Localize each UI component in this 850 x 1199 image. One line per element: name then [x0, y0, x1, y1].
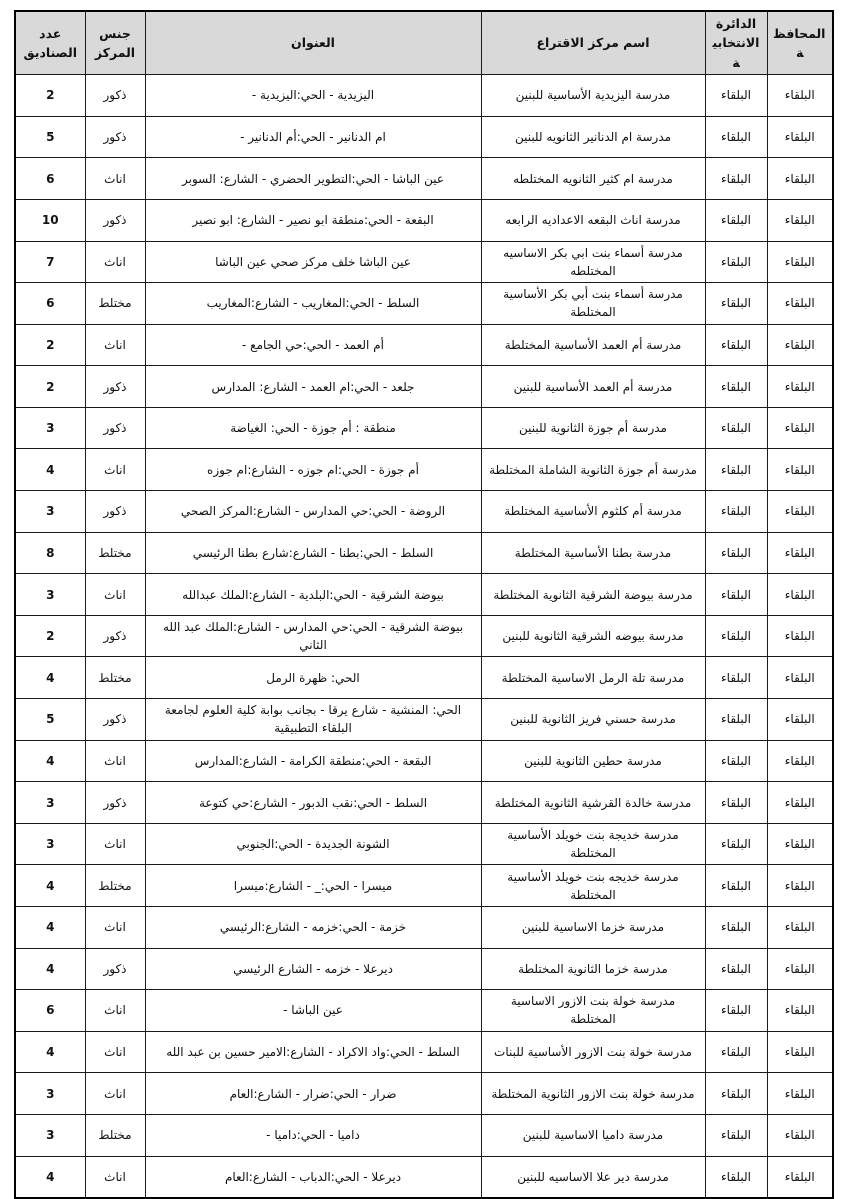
cell-address: ديرعلا - الحي:الدباب - الشارع:العام — [145, 1156, 481, 1198]
cell-governorate: البلقاء — [767, 532, 833, 574]
cell-governorate: البلقاء — [767, 1031, 833, 1073]
cell-center_name: مدرسة أم كلثوم الأساسية المختلطة — [481, 491, 705, 533]
cell-gender: مختلط — [85, 657, 145, 699]
cell-gender: مختلط — [85, 1114, 145, 1156]
cell-address: جلعد - الحي:ام العمد - الشارع: المدارس — [145, 366, 481, 408]
cell-governorate: البلقاء — [767, 449, 833, 491]
cell-district: البلقاء — [705, 1156, 767, 1198]
table-row — [15, 907, 833, 949]
table-row — [15, 657, 833, 699]
cell-gender: ذكور — [85, 782, 145, 824]
cell-gender: اناث — [85, 241, 145, 283]
cell-gender: ذكور — [85, 699, 145, 741]
cell-boxes: 6 — [15, 990, 85, 1032]
cell-governorate: البلقاء — [767, 75, 833, 117]
table-row — [15, 449, 833, 491]
cell-center_name: مدرسة خديجة بنت خويلد الأساسية المختلطة — [481, 823, 705, 865]
table-row — [15, 199, 833, 241]
cell-center_name: مدرسة أسماء بنت أبي بكر الأساسية المختلطة — [481, 283, 705, 325]
cell-address: السلط - الحي:نقب الدبور - الشارع:حي كتوعة — [145, 782, 481, 824]
table-row — [15, 615, 833, 657]
cell-center_name: مدرسة دير علا الاساسيه للبنين — [481, 1156, 705, 1198]
header-box-count: عدد الصناديق — [15, 11, 85, 75]
cell-district: البلقاء — [705, 532, 767, 574]
cell-gender: اناث — [85, 1073, 145, 1115]
table-row — [15, 407, 833, 449]
cell-district: البلقاء — [705, 366, 767, 408]
cell-boxes: 6 — [15, 283, 85, 325]
cell-address: اليزيدية - الحي:اليزيدية - — [145, 75, 481, 117]
cell-district: البلقاء — [705, 574, 767, 616]
cell-governorate: البلقاء — [767, 407, 833, 449]
cell-gender: اناث — [85, 158, 145, 200]
table-row — [15, 948, 833, 990]
cell-center_name: مدرسة ام كثير الثانويه المختلطه — [481, 158, 705, 200]
cell-center_name: مدرسة خولة بنت الازور الثانوية المختلطة — [481, 1073, 705, 1115]
cell-district: البلقاء — [705, 615, 767, 657]
header-electoral-district: الدائرة الانتخابية — [705, 11, 767, 75]
cell-address: منطقة : أم جوزة - الحي: الغياضة — [145, 407, 481, 449]
cell-address: الحي: المنشية - شارع يرقا - بجانب بوابة كلية العلوم لجامعة البلقاء التطبيقية — [145, 699, 481, 741]
cell-center_name: مدرسة خولة بنت الازور الأساسية للبنات — [481, 1031, 705, 1073]
cell-address: بيوضة الشرقية - الحي:البلدية - الشارع:الملك عبدالله — [145, 574, 481, 616]
cell-governorate: البلقاء — [767, 782, 833, 824]
table-row — [15, 782, 833, 824]
cell-boxes: 5 — [15, 699, 85, 741]
cell-gender: مختلط — [85, 865, 145, 907]
cell-address: عين الباشا - — [145, 990, 481, 1032]
cell-gender: اناث — [85, 907, 145, 949]
cell-boxes: 2 — [15, 366, 85, 408]
cell-governorate: البلقاء — [767, 657, 833, 699]
cell-gender: ذكور — [85, 407, 145, 449]
cell-center_name: مدرسة أسماء بنت ابي بكر الاساسيه المختلطه — [481, 241, 705, 283]
cell-gender: اناث — [85, 823, 145, 865]
table-row — [15, 990, 833, 1032]
cell-governorate: البلقاء — [767, 740, 833, 782]
table-row — [15, 75, 833, 117]
table-row — [15, 324, 833, 366]
cell-boxes: 4 — [15, 449, 85, 491]
header-center-gender: جنس المركز — [85, 11, 145, 75]
cell-gender: مختلط — [85, 532, 145, 574]
cell-gender: ذكور — [85, 366, 145, 408]
cell-district: البلقاء — [705, 657, 767, 699]
cell-address: الشونة الجديدة - الحي:الجنوبي — [145, 823, 481, 865]
cell-governorate: البلقاء — [767, 699, 833, 741]
cell-district: البلقاء — [705, 491, 767, 533]
cell-center_name: مدرسة خديجه بنت خويلد الأساسية المختلطة — [481, 865, 705, 907]
cell-governorate: البلقاء — [767, 241, 833, 283]
cell-governorate: البلقاء — [767, 574, 833, 616]
header-governorate: المحافظة — [767, 11, 833, 75]
cell-governorate: البلقاء — [767, 158, 833, 200]
table-row — [15, 1073, 833, 1115]
cell-governorate: البلقاء — [767, 491, 833, 533]
cell-governorate: البلقاء — [767, 1114, 833, 1156]
cell-address: البقعة - الحي:منطقة ابو نصير - الشارع: ابو نصير — [145, 199, 481, 241]
cell-district: البلقاء — [705, 782, 767, 824]
cell-boxes: 8 — [15, 532, 85, 574]
table-row — [15, 283, 833, 325]
cell-center_name: مدرسة أم جوزة الثانوية الشاملة المختلطة — [481, 449, 705, 491]
cell-address: ام الدنانير - الحي:أم الدنانير - — [145, 116, 481, 158]
cell-gender: اناث — [85, 449, 145, 491]
cell-center_name: مدرسة أم العمد الأساسية المختلطة — [481, 324, 705, 366]
cell-address: خزمة - الحي:خزمه - الشارع:الرئيسي — [145, 907, 481, 949]
table-row — [15, 1114, 833, 1156]
cell-address: بيوضة الشرقية - الحي:حي المدارس - الشارع:الملك عبد الله الثاني — [145, 615, 481, 657]
cell-center_name: مدرسة خالدة القرشية الثانوية المختلطة — [481, 782, 705, 824]
table-row — [15, 1156, 833, 1198]
cell-center_name: مدرسة خولة بنت الازور الاساسية المختلطة — [481, 990, 705, 1032]
cell-governorate: البلقاء — [767, 907, 833, 949]
cell-boxes: 3 — [15, 407, 85, 449]
cell-district: البلقاء — [705, 75, 767, 117]
cell-boxes: 2 — [15, 75, 85, 117]
cell-boxes: 6 — [15, 158, 85, 200]
table-row — [15, 491, 833, 533]
cell-gender: ذكور — [85, 491, 145, 533]
cell-boxes: 5 — [15, 116, 85, 158]
cell-district: البلقاء — [705, 907, 767, 949]
cell-gender: ذكور — [85, 615, 145, 657]
cell-boxes: 4 — [15, 740, 85, 782]
cell-center_name: مدرسة اناث البقعه الاعداديه الرابعه — [481, 199, 705, 241]
cell-boxes: 4 — [15, 1156, 85, 1198]
cell-boxes: 2 — [15, 615, 85, 657]
cell-center_name: مدرسة حسني فريز الثانوية للبنين — [481, 699, 705, 741]
cell-district: البلقاء — [705, 865, 767, 907]
cell-boxes: 4 — [15, 657, 85, 699]
cell-district: البلقاء — [705, 407, 767, 449]
cell-governorate: البلقاء — [767, 1156, 833, 1198]
cell-district: البلقاء — [705, 241, 767, 283]
cell-district: البلقاء — [705, 740, 767, 782]
cell-boxes: 10 — [15, 199, 85, 241]
cell-center_name: مدرسة تلة الرمل الاساسية المختلطة — [481, 657, 705, 699]
cell-district: البلقاء — [705, 1031, 767, 1073]
cell-governorate: البلقاء — [767, 366, 833, 408]
cell-gender: ذكور — [85, 199, 145, 241]
cell-district: البلقاء — [705, 1114, 767, 1156]
cell-district: البلقاء — [705, 199, 767, 241]
table-row — [15, 699, 833, 741]
table-body — [15, 75, 833, 1198]
cell-gender: اناث — [85, 990, 145, 1032]
cell-boxes: 7 — [15, 241, 85, 283]
cell-address: ديرعلا - خزمه - الشارع الرئيسي — [145, 948, 481, 990]
polling-centers-table — [14, 10, 834, 1199]
cell-boxes: 3 — [15, 1114, 85, 1156]
cell-gender: اناث — [85, 740, 145, 782]
cell-gender: مختلط — [85, 283, 145, 325]
cell-governorate: البلقاء — [767, 116, 833, 158]
cell-boxes: 2 — [15, 324, 85, 366]
cell-address: عين الباشا خلف مركز صحي عين الباشا — [145, 241, 481, 283]
header-address: العنوان — [145, 11, 481, 75]
cell-governorate: البلقاء — [767, 324, 833, 366]
cell-gender: ذكور — [85, 948, 145, 990]
cell-center_name: مدرسة أم العمد الأساسية للبنين — [481, 366, 705, 408]
cell-district: البلقاء — [705, 1073, 767, 1115]
cell-governorate: البلقاء — [767, 990, 833, 1032]
cell-center_name: مدرسة حطين الثانوية للبنين — [481, 740, 705, 782]
cell-boxes: 4 — [15, 948, 85, 990]
cell-boxes: 3 — [15, 1073, 85, 1115]
cell-address: السلط - الحي:بطنا - الشارع:شارع بطنا الرئيسي — [145, 532, 481, 574]
cell-boxes: 3 — [15, 823, 85, 865]
table-row — [15, 158, 833, 200]
table-row — [15, 1031, 833, 1073]
cell-district: البلقاء — [705, 116, 767, 158]
cell-address: داميا - الحي:داميا - — [145, 1114, 481, 1156]
cell-center_name: مدرسة خزما الاساسية للبنين — [481, 907, 705, 949]
table-row — [15, 823, 833, 865]
cell-district: البلقاء — [705, 324, 767, 366]
cell-boxes: 3 — [15, 491, 85, 533]
cell-address: أم العمد - الحي:حي الجامع - — [145, 324, 481, 366]
cell-district: البلقاء — [705, 699, 767, 741]
cell-gender: ذكور — [85, 75, 145, 117]
cell-center_name: مدرسة بيوضة الشرقية الثانوية المختلطة — [481, 574, 705, 616]
cell-address: ميسرا - الحي:_ - الشارع:ميسرا — [145, 865, 481, 907]
cell-gender: ذكور — [85, 116, 145, 158]
cell-district: البلقاء — [705, 990, 767, 1032]
cell-address: البقعة - الحي:منطقة الكرامة - الشارع:المدارس — [145, 740, 481, 782]
cell-center_name: مدرسة أم جوزة الثانوية للبنين — [481, 407, 705, 449]
cell-boxes: 4 — [15, 1031, 85, 1073]
table-row — [15, 532, 833, 574]
cell-address: أم جوزة - الحي:ام جوزه - الشارع:ام جوزه — [145, 449, 481, 491]
cell-gender: اناث — [85, 1031, 145, 1073]
cell-center_name: مدرسة بطنا الأساسية المختلطة — [481, 532, 705, 574]
cell-address: ضرار - الحي:ضرار - الشارع:العام — [145, 1073, 481, 1115]
cell-center_name: مدرسة ام الدنانير الثانويه للبنين — [481, 116, 705, 158]
table-row — [15, 740, 833, 782]
cell-boxes: 3 — [15, 782, 85, 824]
cell-gender: اناث — [85, 1156, 145, 1198]
cell-boxes: 4 — [15, 907, 85, 949]
cell-center_name: مدرسة داميا الاساسية للبنين — [481, 1114, 705, 1156]
cell-center_name: مدرسة اليزيدية الأساسية للبنين — [481, 75, 705, 117]
cell-district: البلقاء — [705, 449, 767, 491]
table-header-row — [15, 11, 833, 75]
table-row — [15, 574, 833, 616]
cell-governorate: البلقاء — [767, 199, 833, 241]
cell-address: عين الباشا - الحي:التطوير الحضري - الشارع: السوبر — [145, 158, 481, 200]
cell-address: الروضة - الحي:حي المدارس - الشارع:المركز الصحي — [145, 491, 481, 533]
cell-center_name: مدرسة بيوضه الشرقية الثانوية للبنين — [481, 615, 705, 657]
cell-address: السلط - الحي:المغاريب - الشارع:المغاريب — [145, 283, 481, 325]
cell-governorate: البلقاء — [767, 948, 833, 990]
cell-district: البلقاء — [705, 158, 767, 200]
cell-gender: اناث — [85, 324, 145, 366]
header-polling-center-name: اسم مركز الاقتراع — [481, 11, 705, 75]
cell-district: البلقاء — [705, 283, 767, 325]
cell-gender: اناث — [85, 574, 145, 616]
table-row — [15, 116, 833, 158]
cell-center_name: مدرسة خزما الثانوية المختلطة — [481, 948, 705, 990]
table-row — [15, 241, 833, 283]
cell-district: البلقاء — [705, 948, 767, 990]
cell-address: الحي: ظهرة الرمل — [145, 657, 481, 699]
cell-governorate: البلقاء — [767, 823, 833, 865]
cell-governorate: البلقاء — [767, 283, 833, 325]
cell-governorate: البلقاء — [767, 1073, 833, 1115]
cell-governorate: البلقاء — [767, 865, 833, 907]
table-row — [15, 865, 833, 907]
cell-governorate: البلقاء — [767, 615, 833, 657]
table-row — [15, 366, 833, 408]
cell-boxes: 3 — [15, 574, 85, 616]
cell-boxes: 4 — [15, 865, 85, 907]
cell-address: السلط - الحي:واد الاكراد - الشارع:الامير حسين بن عبد الله — [145, 1031, 481, 1073]
cell-district: البلقاء — [705, 823, 767, 865]
